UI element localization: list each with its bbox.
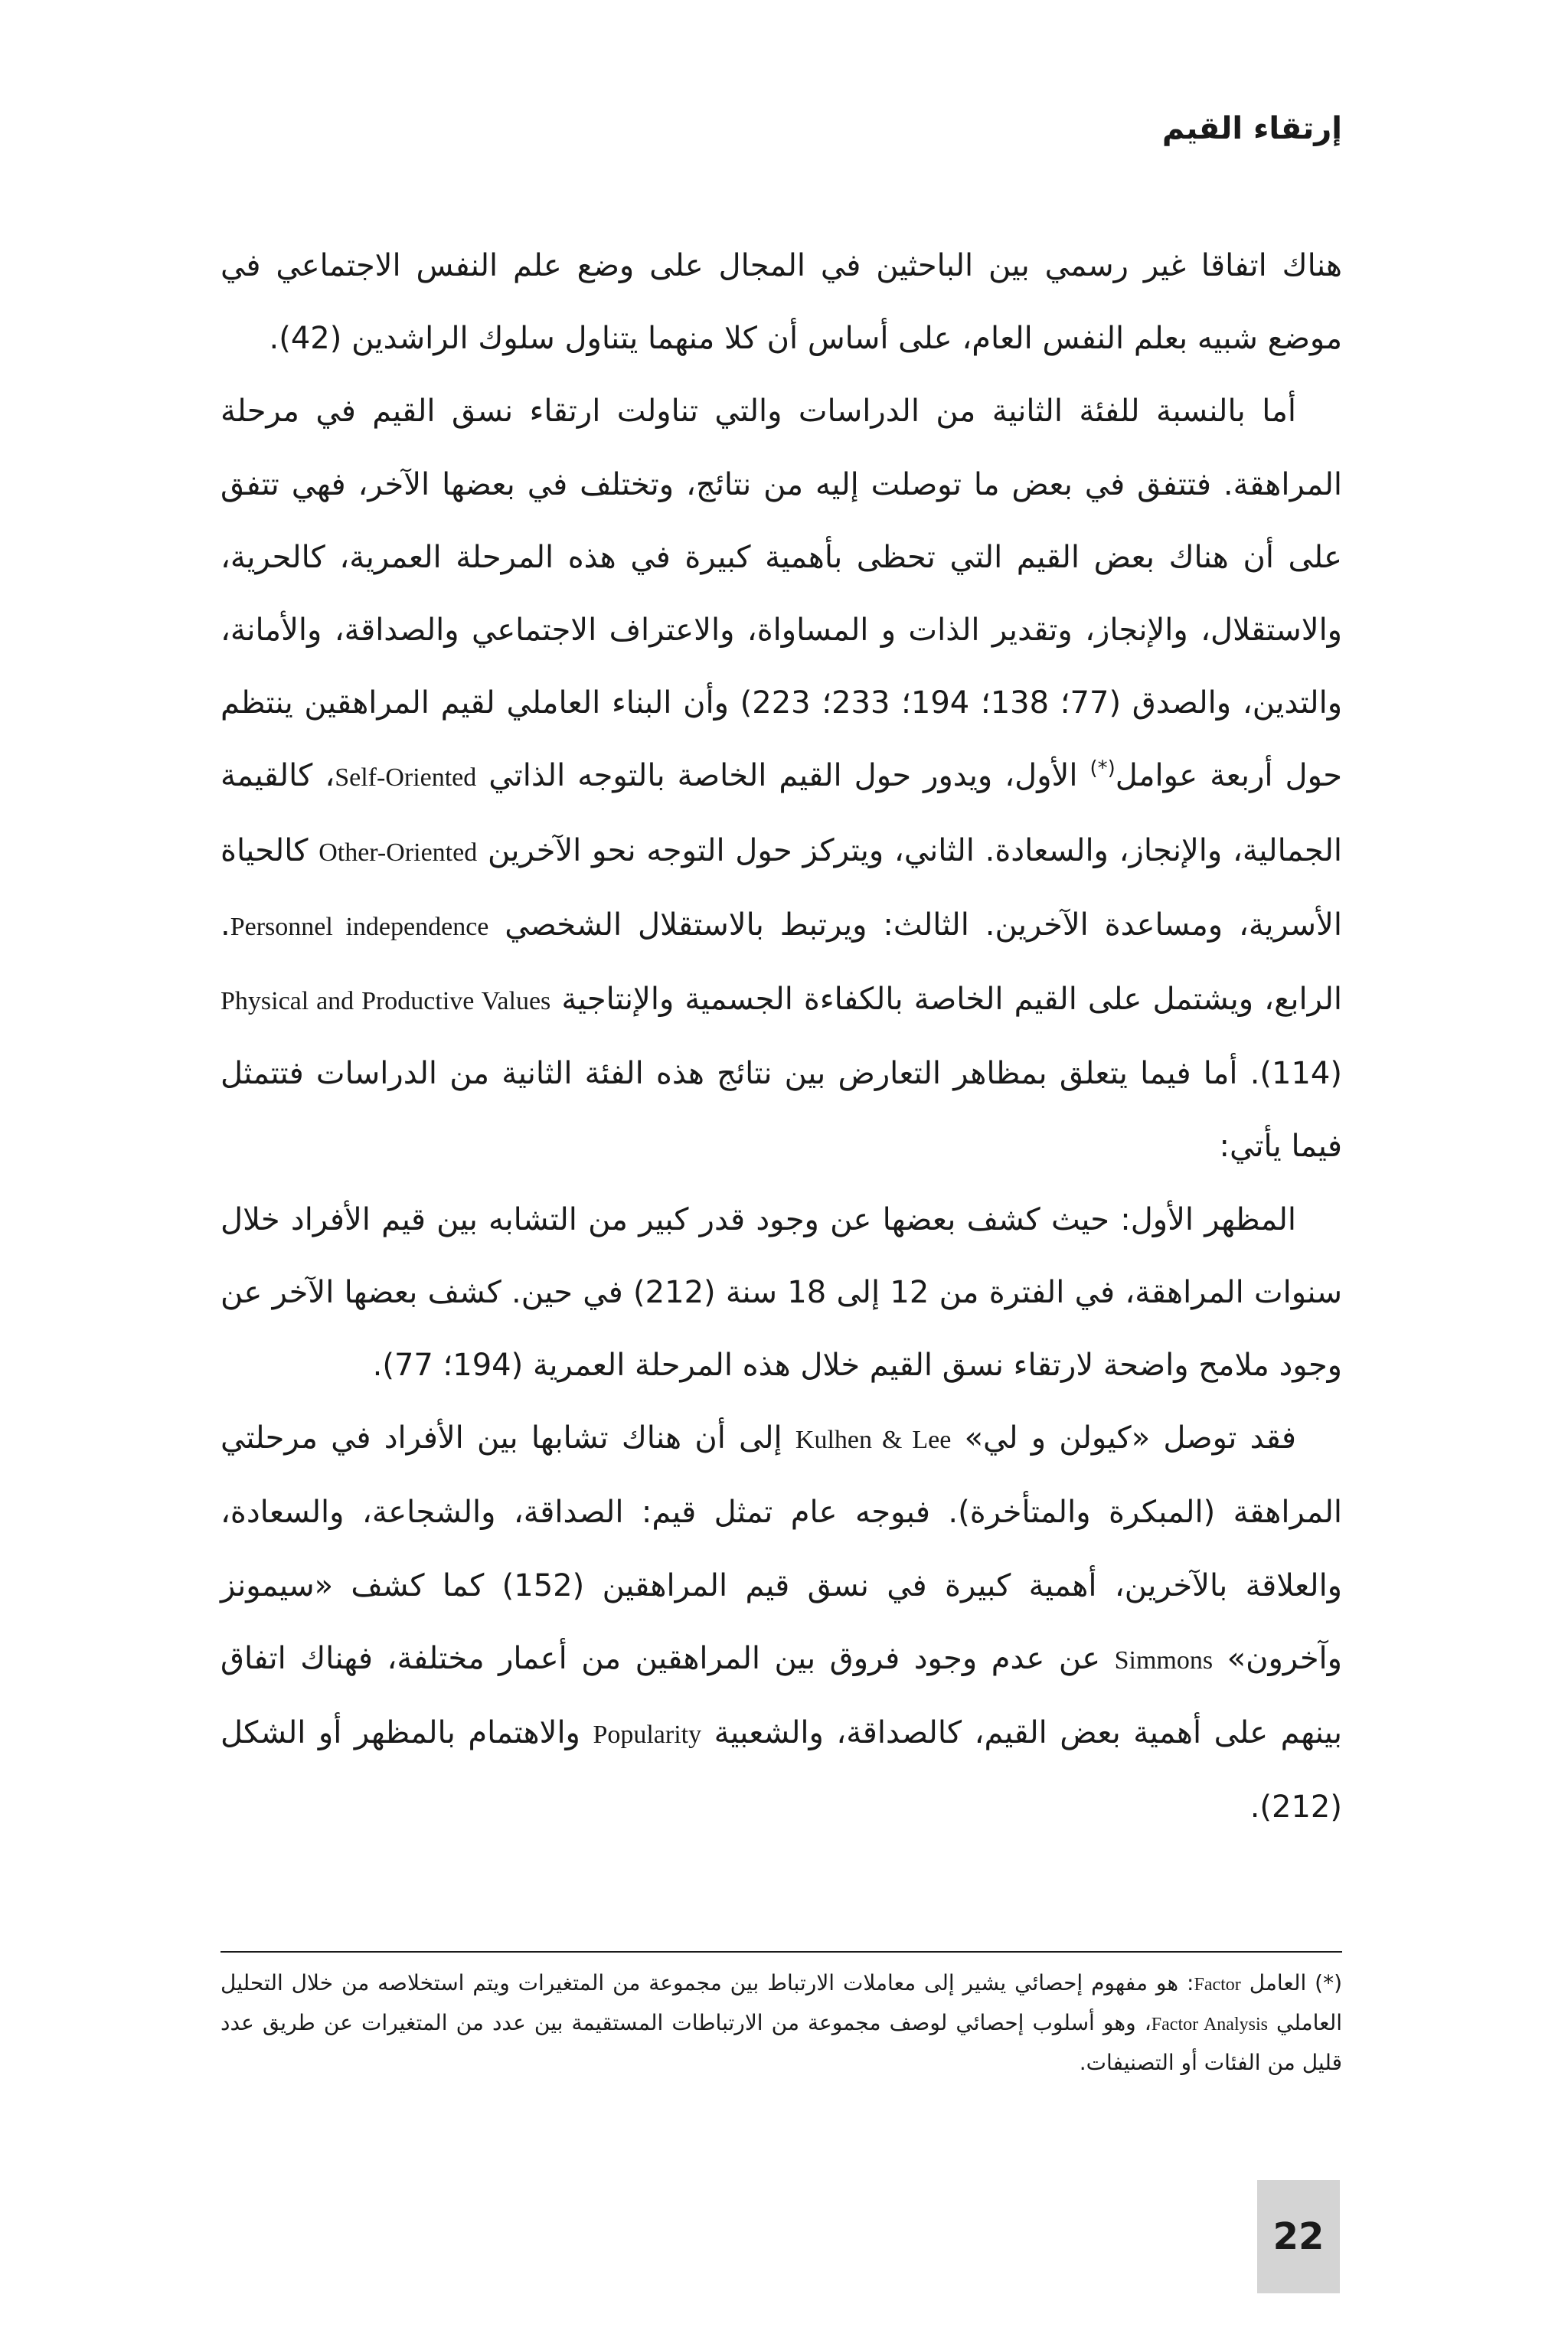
page-number: 22 xyxy=(1272,2215,1325,2258)
footnote-text-a: (*) العامل xyxy=(1240,1970,1343,1995)
footnote-text-b: : هو مفهوم إحصائي يشير إلى معاملات الارتباط بين مجموعة من المتغيرات ويتم استخلاصه من خلال التحليل العاملي xyxy=(220,1970,1343,2035)
paragraph-2-text-d: كالحياة الأسرية، ومساعدة الآخرين. الثالث: ويرتبط بالاستقلال الشخصي xyxy=(220,832,1342,943)
paragraph-2 xyxy=(220,375,1342,1183)
footnote-reference-marker[interactable]: (*) xyxy=(1089,757,1116,781)
paragraph-1: هناك اتفاقا غير رسمي بين الباحثين في المجال على وضع علم النفس الاجتماعي في موضع شبيه بعلم النفس العام، على أساس أن كلا منهما يتناول سلوك الراشدين (42). xyxy=(220,248,1342,357)
term-factor-analysis: Factor Analysis xyxy=(1151,2015,1268,2035)
paragraph-4-text-a: فقد توصل «كيولن و لي» xyxy=(951,1420,1296,1456)
footnote xyxy=(220,1964,1342,2082)
term-other-oriented: Other-Oriented xyxy=(318,838,478,867)
paragraph-4 xyxy=(220,1402,1342,1844)
footnote-text xyxy=(220,1964,1342,2082)
body-text xyxy=(220,230,1342,1844)
footnote-divider xyxy=(220,1951,1342,1953)
paragraph-2-text-a: أما بالنسبة للفئة الثانية من الدراسات والتي تناولت ارتقاء نسق القيم في مرحلة المراهقة. فتتفق في بعض ما توصلت إليه من نتائج، وتختلف في بعضها الآخر، فهي تتفق على أن هناك بعض القيم التي تحظى بأهمية كبيرة في هذه المرحلة العمرية، كالحرية، والاستقلال، والإنجاز، وتقدير الذات و المساواة، والاعتراف الاجتماعي والصداقة، والأمانة، والتدين، والصدق (77؛ 138؛ 194؛ 233؛ 223) وأن البناء العاملي لقيم المراهقين ينتظم حول أربعة عوامل xyxy=(220,394,1343,794)
term-simmons: Simmons xyxy=(1114,1646,1214,1675)
paragraph-3: المظهر الأول: حيث كشف بعضها عن وجود قدر كبير من التشابه بين قيم الأفراد خلال سنوات المراهقة، في الفترة من 12 إلى 18 سنة (212) في حين. كشف بعضها الآخر عن وجود ملامح واضحة لارتقاء نسق القيم خلال هذه المرحلة العمرية (194؛ 77). xyxy=(220,1201,1342,1384)
paragraph-2-text-c: ، كالقيمة الجمالية، والإنجاز، والسعادة. الثاني، ويتركز حول التوجه نحو الآخرين xyxy=(220,758,1343,868)
paragraph-2-text-b: الأول، ويدور حول القيم الخاصة بالتوجه الذاتي xyxy=(476,758,1090,794)
footnote-text-c: ، وهو أسلوب إحصائي لوصف مجموعة من الارتباطات المستقيمة بين عدد من المتغيرات عن طريق عدد قليل من الفئات أو التصنيفات. xyxy=(220,2010,1342,2075)
paragraph-2-text-f: (114). أما فيما يتعلق بمظاهر التعارض بين نتائج هذه الفئة الثانية من الدراسات فتتمثل فيما يأتي: xyxy=(220,1056,1342,1165)
page-number-box xyxy=(1257,2180,1340,2293)
term-popularity: Popularity xyxy=(593,1721,702,1750)
term-personnel-independence: Personnel independence xyxy=(230,912,489,941)
term-physical-productive-values: Physical and Productive Values xyxy=(220,987,551,1016)
term-kulhen-lee: Kulhen & Lee xyxy=(795,1426,952,1455)
paragraph-4-text-d: والاهتمام بالمظهر أو الشكل (212). xyxy=(220,1715,1342,1825)
term-self-oriented: Self-Oriented xyxy=(335,763,477,793)
paragraph-4-text-b: إلى أن هناك تشابها بين الأفراد في مرحلتي المراهقة (المبكرة والمتأخرة). فبوجه عام تمثل قيم: الصداقة، والشجاعة، والسعادة، والعلاقة بالآخرين، أهمية كبيرة في نسق قيم المراهقين (152) كما كشف «سيمونز وآخرون» xyxy=(220,1420,1342,1676)
running-header: إرتقاء القيم xyxy=(1161,111,1342,146)
paragraph-2-text-e: . الرابع، ويشتمل على القيم الخاصة بالكفاءة الجسمية والإنتاجية xyxy=(220,907,1342,1018)
paragraph-4-text-c: عن عدم وجود فروق بين المراهقين من أعمار مختلفة، فهناك اتفاق بينهم على أهمية بعض القيم، كالصداقة، والشعبية xyxy=(220,1640,1343,1751)
term-factor: Factor xyxy=(1194,1975,1241,1995)
